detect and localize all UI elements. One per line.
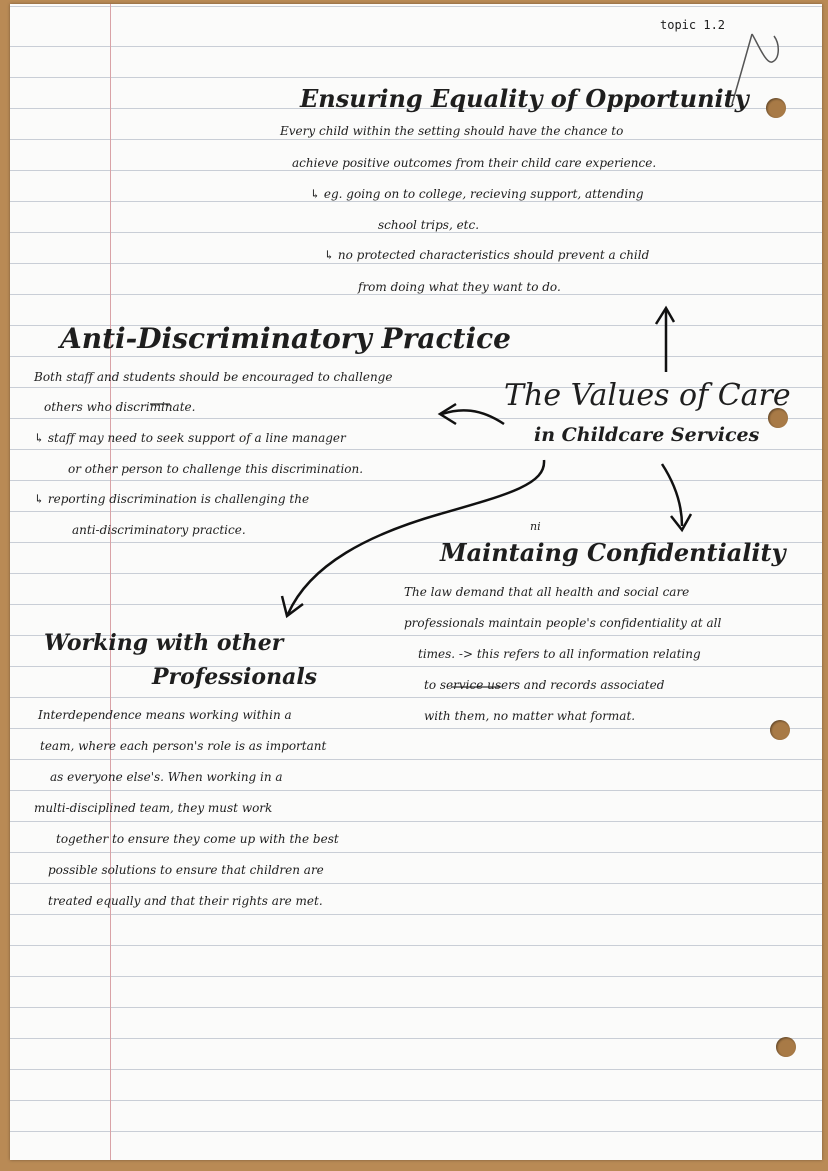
confidentiality-line-1: The law demand that all health and social care [404, 585, 690, 599]
equality-line-3: ↳ eg. going on to college, recieving support, attending [310, 187, 644, 201]
anti-line-4: or other person to challenge this discrimination. [68, 462, 364, 476]
confidentiality-heading: Maintaing Confidentiality [440, 538, 786, 567]
signature-scribble-icon [752, 34, 778, 62]
equality-line-1: Every child within the setting should have the chance to [280, 124, 624, 138]
confidentiality-line-4: to service users and records associated [424, 678, 665, 692]
anti-line-6: anti-discriminatory practice. [72, 523, 246, 537]
equality-line-5: ↳ no protected characteristics should prevent a child [324, 248, 650, 262]
professionals-line-4: multi-disciplined team, they must work [34, 801, 273, 815]
confidentiality-line-2: professionals maintain people's confidentiality at all [404, 616, 722, 630]
anti-line-1: Both staff and students should be encouraged to challenge [34, 370, 393, 384]
equality-line-4: school trips, etc. [378, 218, 480, 232]
equality-line-6: from doing what they want to do. [358, 280, 561, 294]
professionals-line-6: possible solutions to ensure that children are [48, 863, 324, 877]
professionals-line-1: Interdependence means working within a [38, 708, 292, 722]
anti-line-3: ↳ staff may need to seek support of a line manager [34, 431, 346, 445]
professionals-line-7: treated equally and that their rights are met. [48, 894, 323, 908]
professionals-line-2: team, where each person's role is as important [40, 739, 327, 753]
professionals-heading-line-1: Working with other [44, 630, 284, 656]
notebook-page [10, 4, 822, 1160]
topic-label: topic 1.2 [660, 18, 726, 32]
anti-line-5: ↳ reporting discrimination is challenging the [34, 492, 310, 506]
professionals-line-3: as everyone else's. When working in a [50, 770, 283, 784]
confidentiality-line-3: times. -> this refers to all information relating [418, 647, 701, 661]
center-subtitle: in Childcare Services [534, 424, 760, 446]
equality-heading: Ensuring Equality of Opportunity [300, 84, 749, 113]
professionals-heading-line-2: Professionals [152, 664, 318, 690]
confidentiality-line-5: with them, no matter what format. [424, 709, 636, 723]
anti-line-2: others who discriminate. [44, 400, 196, 414]
anti-discrimination-heading: Anti-Discriminatory Practice [60, 322, 511, 355]
correction-mark: ni [530, 520, 541, 533]
professionals-line-5: together to ensure they come up with the best [56, 832, 339, 846]
arrows-layer [10, 4, 822, 1160]
center-title: The Values of Care [504, 378, 791, 413]
equality-line-2: achieve positive outcomes from their child care experience. [292, 156, 657, 170]
